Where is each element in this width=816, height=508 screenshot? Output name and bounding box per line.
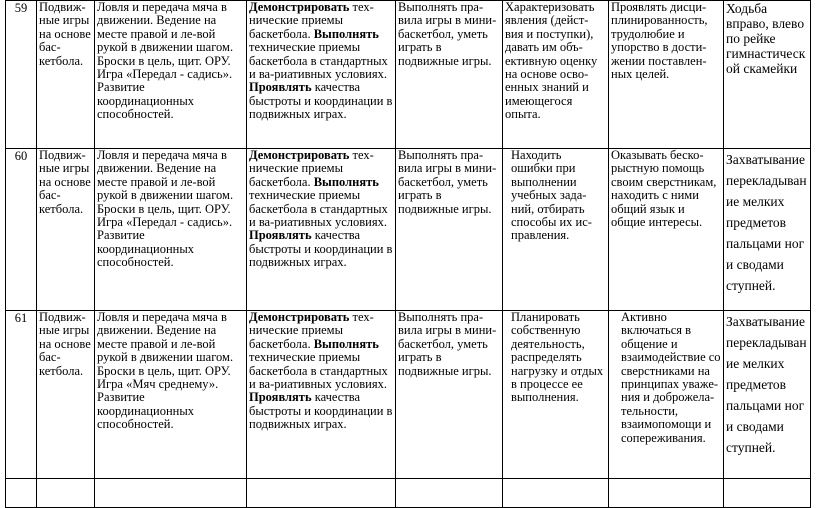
skill-verb: Выполнять	[313, 336, 379, 351]
skill-text: тех-нические приемы баскетбола.	[249, 148, 374, 189]
homework: Захватывание перекладывание мелких предметов пальцами ног и сводами ступней.	[724, 311, 811, 479]
skill-text: технические приемы баскетбола в стандартных и ва-риативных условиях.	[249, 188, 388, 230]
skill-text: качества быстроты и координации в подвижных играх.	[249, 390, 393, 432]
lesson-number: 61	[6, 311, 37, 479]
table-row	[6, 1, 811, 149]
skill-text: тех-нические приемы баскетбола.	[249, 0, 374, 41]
table-row-empty	[6, 479, 811, 508]
table-row	[6, 311, 811, 479]
personal-results: Проявлять дисци-плинированность, трудолюбие и упорство в дости-жении поставлен-ных целей.	[609, 1, 724, 149]
empty-cell	[503, 479, 609, 508]
homework: Захватывание перекладывание мелких предметов пальцами ног и сводами ступней.	[724, 149, 811, 311]
skill-verb: Проявлять	[249, 80, 312, 95]
table-row	[6, 149, 811, 311]
skill-verb: Демонстрировать	[249, 310, 350, 324]
skill-text: технические приемы баскетбола в стандартных и ва-риативных условиях.	[249, 40, 388, 82]
activity-skills	[247, 1, 396, 149]
skill-text: качества быстроты и координации в подвижных играх.	[249, 228, 393, 270]
empty-cell	[37, 479, 95, 508]
empty-cell	[95, 479, 247, 508]
empty-cell	[609, 479, 724, 508]
meta-results: Характеризовать явления (дейст-вия и поступки), давать им объ-ективную оценку на основе осво-енных знаний и имеющегося опыта.	[503, 1, 609, 149]
activity-skills	[247, 149, 396, 311]
activity-skills	[247, 311, 396, 479]
empty-cell	[396, 479, 503, 508]
lesson-content: Ловля и передача мяча в движении. Ведение на месте правой и ле-вой рукой в движении шагом. Броски в цель, щит. ОРУ. Игра «Передал - садись». Развитие координационных способностей.	[95, 149, 247, 311]
homework: Ходьба вправо, влево по рейке гимнастической скамейки	[724, 1, 811, 149]
skill-verb: Проявлять	[249, 390, 312, 405]
meta-results: Находить ошибки при выполнении учебных зада-ний, отбирать способы их ис-правления.	[503, 149, 609, 311]
empty-cell	[6, 479, 37, 508]
personal-results: Оказывать беско-рыстную помощь своим сверстникам, находить с ними общий язык и общие интересы.	[609, 149, 724, 311]
lesson-plan-table	[5, 0, 811, 508]
lesson-content: Ловля и передача мяча в движении. Ведение на месте правой и ле-вой рукой в движении шагом. Броски в цель, щит. ОРУ. Игра «Мяч среднему». Развитие координационных способностей.	[95, 311, 247, 479]
lesson-type: Подвиж-ные игры на основе бас-кетбола.	[37, 1, 95, 149]
lesson-content: Ловля и передача мяча в движении. Ведение на месте правой и ле-вой рукой в движении шагом. Броски в цель, щит. ОРУ. Игра «Передал - садись». Развитие координационных способностей.	[95, 1, 247, 149]
subject-results: Выполнять пра-вила игры в мини- баскетбол, уметь играть в подвижные игры.	[396, 149, 503, 311]
skill-verb: Выполнять	[313, 26, 379, 41]
skill-verb: Проявлять	[249, 228, 312, 243]
subject-results: Выполнять пра-вила игры в мини- баскетбол, уметь играть в подвижные игры.	[396, 311, 503, 479]
subject-results: Выполнять пра-вила игры в мини- баскетбол, уметь играть в подвижные игры.	[396, 1, 503, 149]
meta-results: Планировать собственную деятельность, распределять нагрузку и отдых в процессе ее выполнения.	[503, 311, 609, 479]
lesson-number: 60	[6, 149, 37, 311]
lesson-type: Подвиж-ные игры на основе бас-кетбола.	[37, 149, 95, 311]
skill-verb: Выполнять	[313, 174, 379, 189]
lesson-number: 59	[6, 1, 37, 149]
empty-cell	[247, 479, 396, 508]
skill-text: качества быстроты и координации в подвижных играх.	[249, 80, 393, 122]
skill-text: технические приемы баскетбола в стандартных и ва-риативных условиях.	[249, 350, 388, 392]
empty-cell	[724, 479, 811, 508]
lesson-type: Подвиж-ные игры на основе бас-кетбола.	[37, 311, 95, 479]
skill-verb: Демонстрировать	[249, 0, 350, 14]
personal-results: Активно включаться в общение и взаимодействие со сверстниками на принципах уваже-ния и доброжела-тельности, взаимопомощи и сопереживания.	[609, 311, 724, 479]
skill-text: тех-нические приемы баскетбола.	[249, 310, 374, 351]
skill-verb: Демонстрировать	[249, 148, 350, 162]
